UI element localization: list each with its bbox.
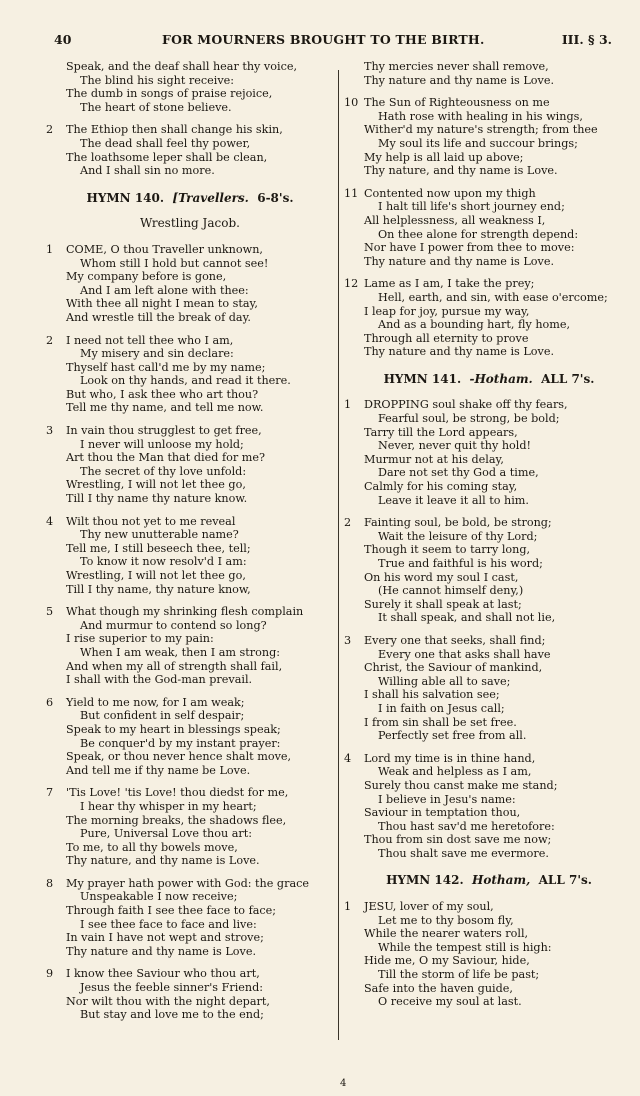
hymn-141-heading	[344, 373, 634, 387]
stanza	[344, 752, 634, 861]
verse-line: Thyself hast call'd me by my name;	[66, 360, 266, 374]
verse-line: Thy mercies never shall remove,	[364, 60, 549, 73]
verse-line: Safe into the haven guide,	[364, 981, 513, 995]
verse-line: I know thee Saviour who thou art,	[66, 967, 260, 981]
stanza	[344, 187, 634, 269]
verse-line: Speak, or thou never hence shalt move,	[66, 750, 292, 764]
hymn-number: HYMN 142.	[386, 873, 464, 888]
verse-line: Till I thy name thy nature know.	[66, 492, 248, 506]
verse-line: Christ, the Saviour of mankind,	[364, 661, 543, 675]
verse-line: Thou from sin dost save me now;	[364, 833, 552, 847]
verse-line: Leave it leave it all to him.	[378, 493, 529, 507]
verse-line: Tell me thy name, and tell me now.	[66, 401, 264, 415]
verse-line: And tell me if thy name be Love.	[66, 763, 251, 777]
hymn-number: HYMN 140.	[86, 190, 165, 205]
verse-line: The Ethiop then shall change his skin,	[66, 123, 283, 137]
verse-line: Wrestling, I will not let thee go,	[66, 569, 246, 582]
verse-line: I halt till life's short journey end;	[378, 200, 565, 214]
stanza-number: 1	[344, 398, 352, 412]
hymn-tune: [Travellers.	[172, 190, 249, 205]
verse-line: Surely thou canst make me stand;	[364, 778, 558, 792]
verse-line: My prayer hath power with God: the grace	[66, 876, 310, 890]
verse-line: Art thou the Man that died for me?	[66, 451, 265, 465]
stanza	[46, 424, 334, 506]
stanza	[344, 398, 634, 507]
hymn-meter: 6-8's.	[257, 190, 294, 205]
stanza	[344, 634, 634, 743]
verse-line: Look on thy hands, and read it there.	[80, 374, 291, 388]
verse-line: Every one that asks shall have	[378, 647, 551, 661]
stanza	[46, 786, 334, 868]
hymn-number: HYMN 141.	[383, 371, 462, 386]
verse-line: The dumb in songs of praise rejoice,	[66, 87, 273, 101]
verse-line: But confident in self despair;	[80, 709, 245, 723]
signature-mark: 4	[340, 1078, 347, 1089]
verse-line: And as a bounding hart, fly home,	[378, 318, 571, 332]
verse-line: Till I thy name, thy nature know,	[66, 582, 251, 596]
verse-line: Calmly for his coming stay,	[364, 480, 518, 494]
verse-line: While the tempest still is high:	[378, 940, 552, 954]
verse-line: And I shall sin no more.	[80, 164, 215, 178]
verse-line: Weak and helpless as I am,	[378, 765, 532, 779]
verse-line: Thy nature, and thy name is Love.	[364, 164, 558, 178]
verse-line: Surely it shall speak at last;	[364, 597, 522, 611]
verse-line: I leap for joy, pursue my way,	[364, 304, 530, 318]
verse-line: Willing able all to save;	[378, 674, 511, 688]
verse-line: Let me to thy bosom fly,	[378, 913, 514, 927]
verse-line: I believe in Jesu's name:	[378, 792, 516, 806]
stanza-number: 3	[344, 633, 352, 647]
verse-line: 'Tis Love! 'tis Love! thou diedst for me,	[66, 786, 289, 800]
hymn-141-stanzas	[344, 398, 634, 860]
hymn-140-subtitle: Wrestling Jacob.	[140, 216, 240, 231]
verse-line: In vain I have not wept and strove;	[66, 931, 264, 945]
verse-line: Speak to my heart in blessings speak;	[66, 722, 281, 736]
hymn-tune: -Hotham.	[469, 371, 533, 386]
verse-line: The loathsome leper shall be clean,	[66, 150, 268, 164]
verse-line: Fearful soul, be strong, be bold;	[378, 412, 560, 426]
verse-line: And murmur to contend so long?	[80, 618, 267, 632]
verse-line: Lord my time is in thine hand,	[364, 751, 536, 765]
verse-line: Through faith I see thee face to face;	[66, 904, 277, 918]
stanza-number: 2	[344, 516, 352, 530]
running-title: FOR MOURNERS BROUGHT TO THE BIRTH.	[162, 32, 485, 47]
stanza	[344, 516, 634, 625]
stanza-number: 5	[46, 605, 54, 619]
hymn-tune: Hotham,	[471, 873, 531, 888]
verse-line: Perfectly set free from all.	[378, 729, 527, 743]
left-opening	[46, 60, 334, 178]
verse-line: Unspeakable I now receive;	[80, 890, 238, 904]
verse-line: Speak, and the deaf shall hear thy voice,	[66, 60, 298, 73]
verse-line: The dead shall feel thy power,	[80, 136, 251, 150]
verse-line: Wrestling, I will not let thee go,	[66, 478, 246, 492]
verse-line: Thy new unutterable name?	[80, 528, 239, 542]
verse-line: Lame as I am, I take the prey;	[364, 277, 535, 291]
stanza	[46, 334, 334, 416]
stanza-number: 7	[46, 786, 54, 800]
stanza-number: 6	[46, 695, 54, 709]
verse-line: With thee all night I mean to stay,	[66, 297, 258, 311]
verse-line: Tarry till the Lord appears,	[364, 425, 518, 439]
stanza-number: 10	[344, 96, 359, 110]
stanza	[46, 515, 334, 597]
stanza	[46, 877, 334, 959]
stanza-number: 8	[46, 876, 54, 890]
verse-line: Thy nature and thy name is Love.	[364, 345, 555, 359]
verse-line: DROPPING soul shake off thy fears,	[364, 398, 568, 412]
verse-line: Thou shalt save me evermore.	[378, 846, 549, 860]
stanza	[344, 96, 634, 178]
verse-line: But who, I ask thee who art thou?	[66, 387, 259, 401]
verse-line: Thy nature and thy name is Love.	[66, 944, 257, 958]
verse-line: And wrestle till the break of day.	[66, 310, 251, 324]
verse-line: The heart of stone believe.	[80, 100, 232, 114]
verse-line: Never, never quit thy hold!	[378, 439, 532, 453]
verse-line: JESU, lover of my soul,	[364, 900, 494, 914]
verse-line: To know it now resolv'd I am:	[80, 555, 247, 569]
stanza	[46, 243, 334, 325]
verse-line: And I am left alone with thee:	[80, 283, 249, 297]
verse-line: My misery and sin declare:	[80, 347, 234, 361]
verse-line: To me, to all thy bowels move,	[66, 840, 238, 854]
left-column	[46, 60, 334, 1031]
verse-line: Yield to me now, for I am weak;	[66, 695, 245, 709]
verse-line: Though it seem to tarry long,	[364, 543, 531, 557]
stanza-number: 1	[344, 900, 352, 914]
verse-line: I see thee face to face and live:	[80, 917, 257, 931]
verse-line: Hell, earth, and sin, with ease o'ercome;	[378, 290, 608, 304]
verse-line: Whom still I hold but cannot see!	[80, 256, 269, 270]
verse-line: Thy nature and thy name is Love.	[364, 73, 555, 87]
verse-line: I need not tell thee who I am,	[66, 333, 234, 347]
hymn-142-heading	[344, 874, 634, 888]
stanza	[344, 60, 634, 87]
stanza	[46, 60, 334, 114]
verse-line: Wait the leisure of thy Lord;	[378, 529, 538, 543]
verse-line: On thee alone for strength depend:	[378, 227, 579, 241]
verse-line: Nor wilt thou with the night depart,	[66, 994, 270, 1008]
stanza-number: 12	[344, 277, 359, 291]
verse-line: Hath rose with healing in his wings,	[378, 109, 583, 123]
verse-line: Thy nature and thy name is Love.	[364, 254, 555, 268]
stanza	[46, 123, 334, 177]
verse-line: Wither'd my nature's strength; from thee	[364, 123, 598, 137]
verse-line: In vain thou strugglest to get free,	[66, 424, 262, 438]
verse-line: It shall speak, and shall not lie,	[378, 611, 556, 625]
verse-line: I shall his salvation see;	[364, 688, 500, 702]
verse-line: I in faith on Jesus call;	[378, 701, 505, 715]
verse-line: Tell me, I still beseech thee, tell;	[66, 541, 251, 555]
verse-line: Till the storm of life be past;	[378, 968, 540, 982]
verse-line: Fainting soul, be bold, be strong;	[364, 516, 552, 530]
stanza	[46, 967, 334, 1021]
verse-line: I from sin shall be set free.	[364, 715, 517, 729]
verse-line: Murmur not at his delay,	[364, 452, 504, 466]
verse-line: I rise superior to my pain:	[66, 632, 214, 646]
verse-line: Pure, Universal Love thou art:	[80, 827, 253, 841]
hymn-140-stanzas	[46, 243, 334, 1022]
hymn-142-stanzas	[344, 900, 634, 1009]
verse-line: Every one that seeks, shall find;	[364, 633, 546, 647]
verse-line: My soul its life and succour brings;	[378, 136, 578, 150]
section-mark: III. § 3.	[561, 32, 612, 47]
verse-line: Be conquer'd by my instant prayer:	[80, 736, 281, 750]
verse-line: The morning breaks, the shadows flee,	[66, 813, 287, 827]
stanza-number: 2	[46, 333, 54, 347]
column-divider	[338, 70, 339, 1040]
verse-line: Wilt thou not yet to me reveal	[66, 514, 236, 528]
verse-line: But stay and love me to the end;	[80, 1008, 264, 1022]
verse-line: Contented now upon my thigh	[364, 186, 536, 200]
stanza-number: 11	[344, 186, 359, 200]
verse-line: Nor have I power from thee to move:	[364, 241, 575, 255]
verse-line: Thy nature, and thy name is Love.	[66, 854, 260, 868]
verse-line: Hide me, O my Saviour, hide,	[364, 954, 530, 968]
stanza-number: 4	[46, 514, 54, 528]
stanza-number: 4	[344, 751, 352, 765]
verse-line: Saviour in temptation thou,	[364, 806, 521, 820]
stanza-number: 9	[46, 967, 54, 981]
verse-line: Through all eternity to prove	[364, 331, 529, 345]
verse-line: I hear thy whisper in my heart;	[80, 799, 257, 813]
verse-line: The Sun of Righteousness on me	[364, 96, 550, 110]
stanza-number: 2	[46, 123, 54, 137]
stanza	[46, 605, 334, 687]
page-number: 40	[54, 32, 72, 47]
right-column	[344, 60, 634, 1018]
verse-line: True and faithful is his word;	[378, 557, 543, 570]
hymn-meter: ALL 7's.	[538, 873, 592, 888]
verse-line: Thou hast sav'd me heretofore:	[378, 819, 555, 833]
verse-line: And when my all of strength shall fail,	[66, 659, 283, 673]
stanza	[344, 277, 634, 359]
verse-line: The secret of thy love unfold:	[80, 464, 247, 478]
verse-line: Jesus the feeble sinner's Friend:	[80, 981, 264, 995]
verse-line: On his word my soul I cast,	[364, 570, 519, 584]
verse-line: My company before is gone,	[66, 270, 227, 284]
stanza	[46, 696, 334, 778]
verse-line: I never will unloose my hold;	[80, 437, 244, 451]
hymn-meter: ALL 7's.	[541, 371, 595, 386]
verse-line: COME, O thou Traveller unknown,	[66, 242, 263, 256]
verse-line: Dare not set thy God a time,	[378, 466, 539, 480]
verse-line: When I am weak, then I am strong:	[80, 645, 281, 659]
right-opening	[344, 60, 634, 359]
hymn-140-heading	[46, 192, 334, 206]
stanza	[344, 900, 634, 1009]
running-header	[54, 32, 620, 52]
verse-line: While the nearer waters roll,	[364, 927, 529, 941]
verse-line: I shall with the God-man prevail.	[66, 673, 253, 687]
verse-line: O receive my soul at last.	[378, 995, 522, 1009]
stanza-number: 3	[46, 424, 54, 438]
verse-line: My help is all laid up above;	[364, 150, 524, 164]
verse-line: What though my shrinking flesh complain	[66, 605, 304, 619]
verse-line: (He cannot himself deny,)	[378, 584, 524, 598]
stanza-number: 1	[46, 242, 54, 256]
verse-line: The blind his sight receive:	[80, 73, 235, 87]
verse-line: All helplessness, all weakness I,	[364, 213, 546, 227]
